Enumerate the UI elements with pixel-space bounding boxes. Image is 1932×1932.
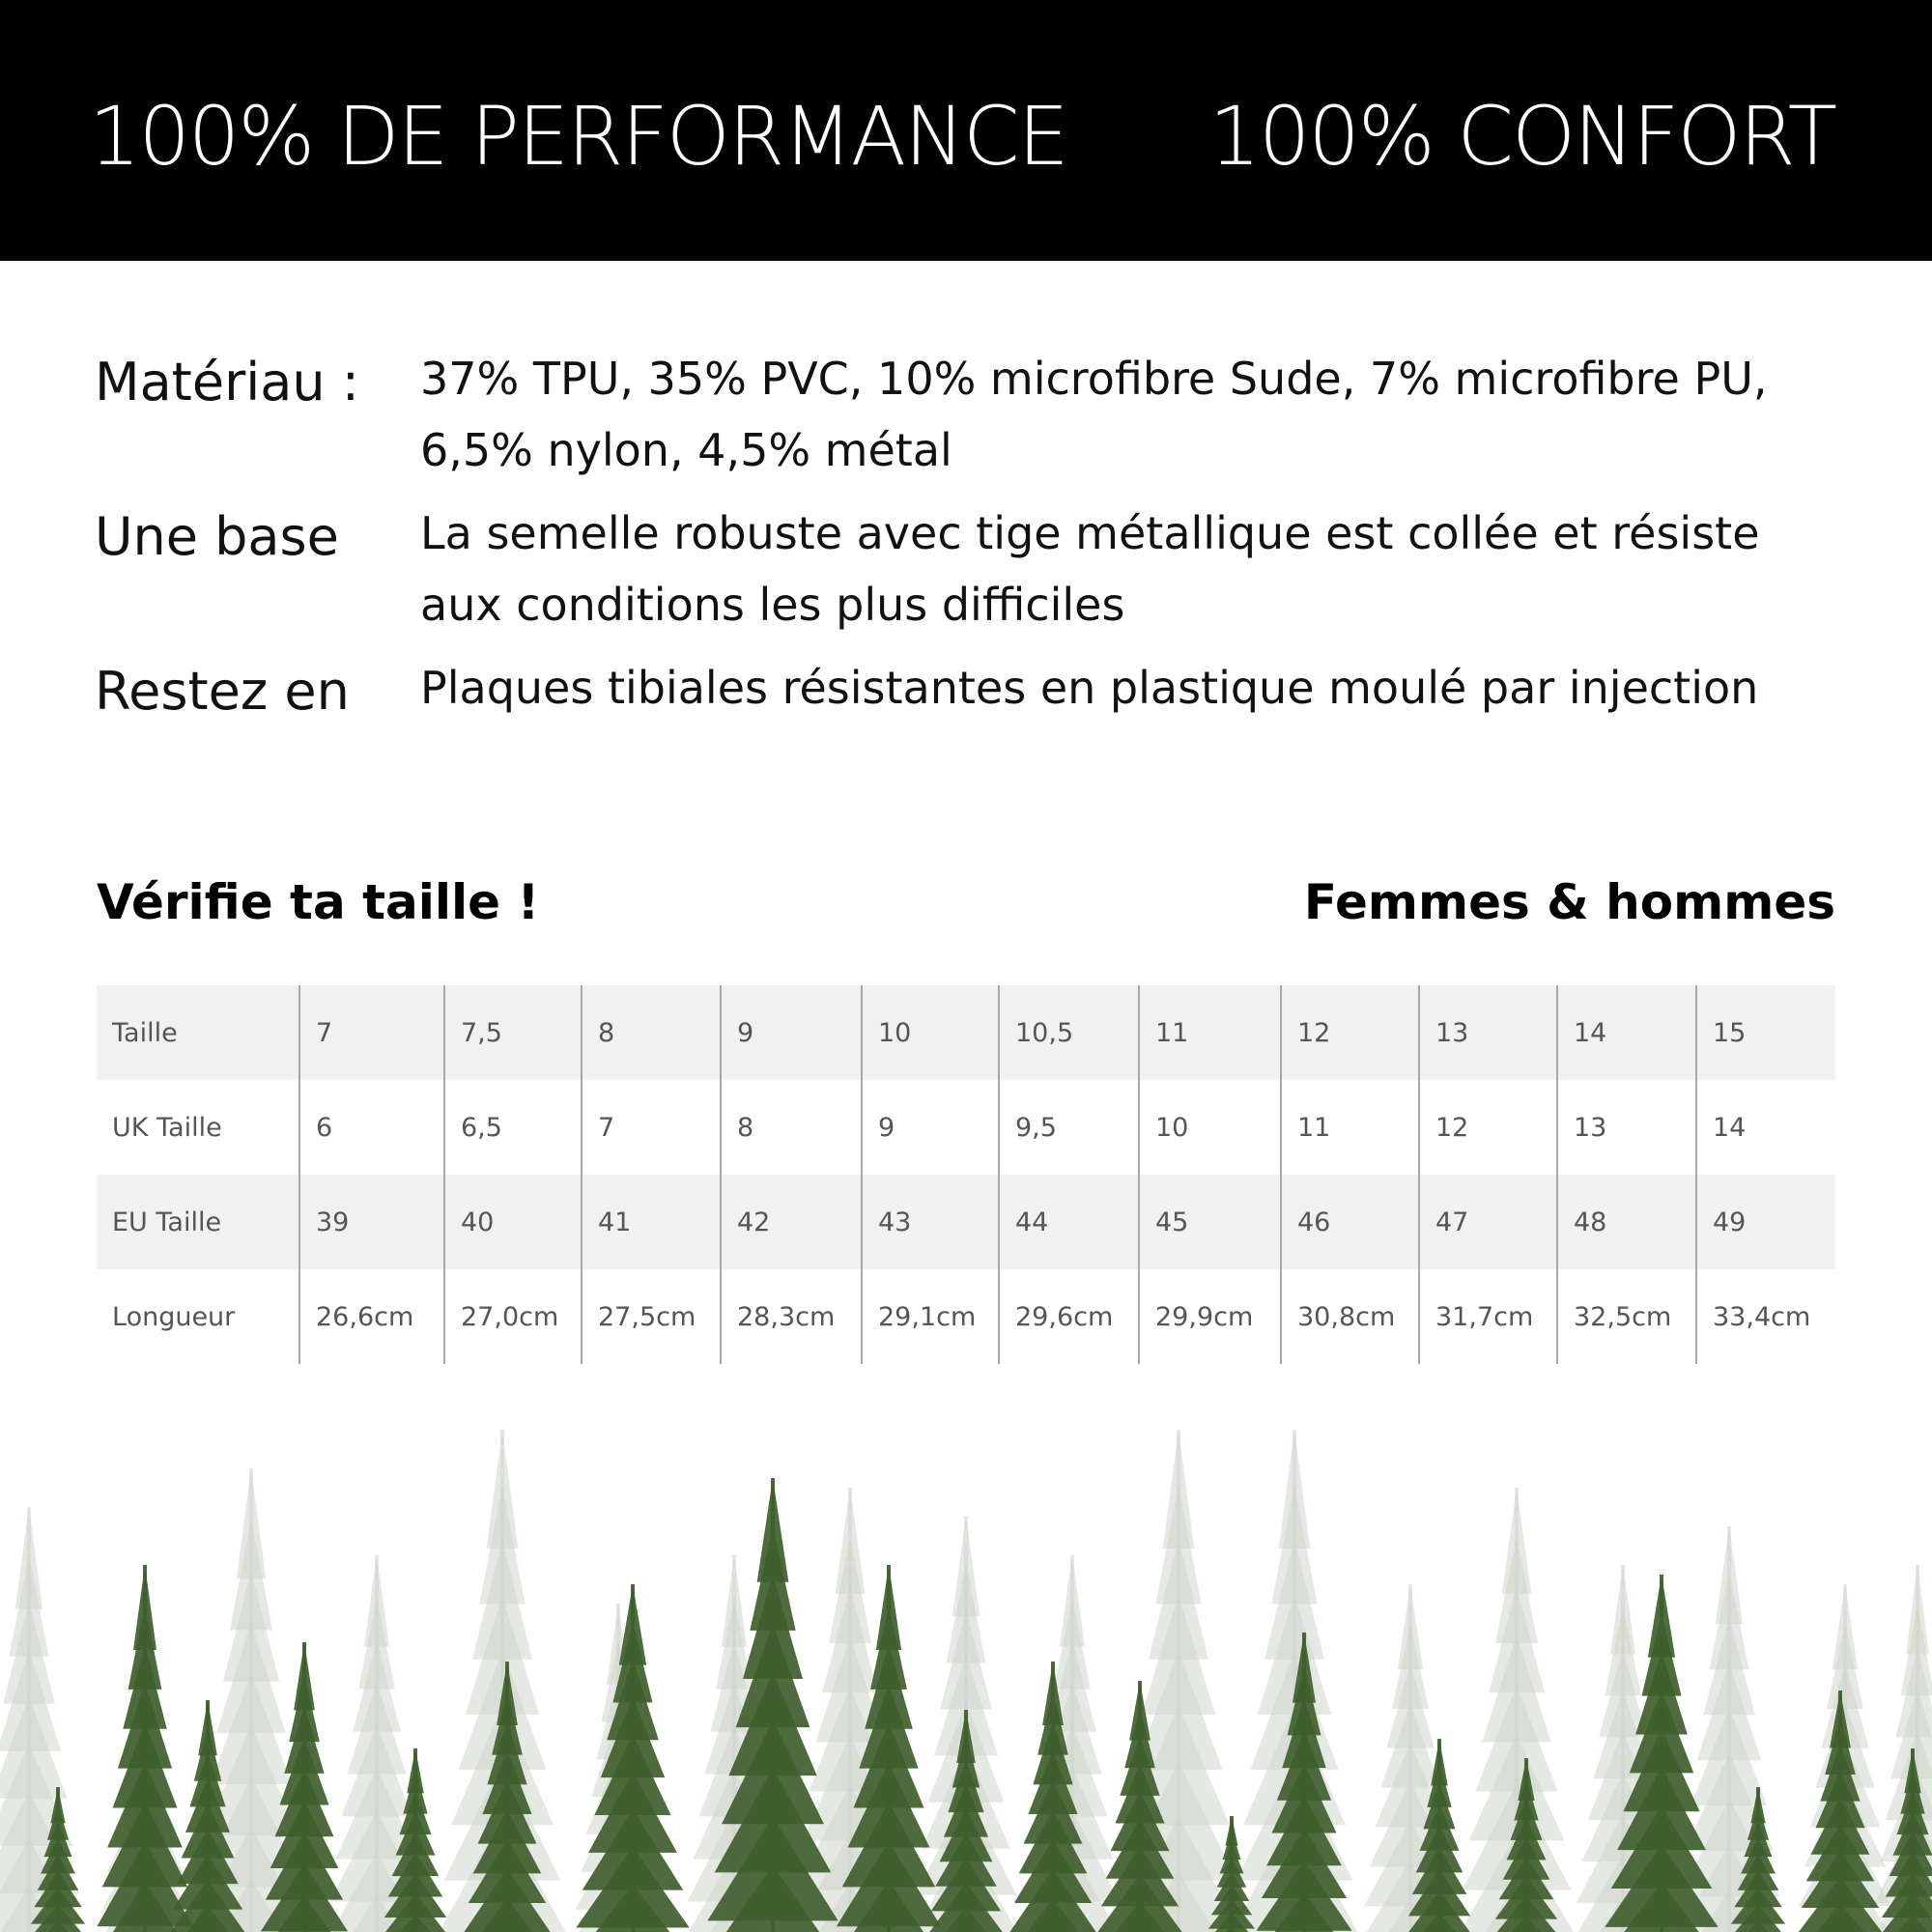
table-row — [97, 1175, 1835, 1269]
table-cell: 33,4cm — [1696, 1269, 1835, 1364]
spec-label: Une base — [95, 506, 339, 567]
table-cell: 32,5cm — [1557, 1269, 1696, 1364]
row-header-cell: EU Taille — [97, 1175, 299, 1269]
spec-label: Restez en — [95, 661, 350, 722]
header-banner — [0, 0, 1932, 261]
pine-forest-illustration — [0, 1372, 1932, 1932]
table-cell: 29,6cm — [999, 1269, 1139, 1364]
table-cell: 43 — [862, 1175, 999, 1269]
table-cell: 31,7cm — [1419, 1269, 1557, 1364]
table-cell: 44 — [999, 1175, 1139, 1269]
table-cell: 12 — [1419, 1080, 1557, 1175]
row-header-cell: Taille — [97, 985, 299, 1080]
spec-value: La semelle robuste avec tige métallique est collée et résiste aux conditions les plus difficiles — [420, 507, 1760, 631]
table-cell: 7,5 — [444, 985, 582, 1080]
table-row — [97, 1269, 1835, 1364]
table-cell: 14 — [1696, 1080, 1835, 1175]
table-cell: 6,5 — [444, 1080, 582, 1175]
spec-label: Matériau : — [95, 352, 359, 412]
table-cell: 14 — [1557, 985, 1696, 1080]
table-cell: 26,6cm — [299, 1269, 444, 1364]
row-header-cell: Longueur — [112, 1301, 236, 1332]
size-chart-table — [97, 985, 1835, 1364]
table-cell: 6 — [299, 1080, 444, 1175]
table-cell: 13 — [1557, 1080, 1696, 1175]
header-performance-text: 100% DE PERFORMANCE — [89, 89, 1067, 184]
spec-row-material — [95, 343, 1835, 486]
table-cell: 30,8cm — [1281, 1269, 1419, 1364]
table-cell: 10 — [862, 985, 999, 1080]
table-cell: 8 — [721, 1080, 862, 1175]
table-cell: 29,9cm — [1139, 1269, 1281, 1364]
row-header-cell: UK Taille — [112, 1112, 222, 1143]
table-row — [97, 985, 1835, 1080]
table-cell: 47 — [1419, 1175, 1557, 1269]
spec-list — [95, 343, 1835, 739]
size-section-subtitle: Femmes & hommes — [1303, 874, 1835, 930]
table-cell: 49 — [1696, 1175, 1835, 1269]
table-cell: 27,0cm — [444, 1269, 582, 1364]
table-cell: 41 — [582, 1175, 721, 1269]
table-cell: 39 — [299, 1175, 444, 1269]
table-cell: 9,5 — [999, 1080, 1139, 1175]
table-cell: 46 — [1281, 1175, 1419, 1269]
header-comfort-text: 100% CONFORT — [1208, 89, 1835, 184]
table-cell: 10,5 — [999, 985, 1139, 1080]
table-cell: 27,5cm — [582, 1269, 721, 1364]
table-cell: 42 — [721, 1175, 862, 1269]
table-cell: 28,3cm — [721, 1269, 862, 1364]
table-cell: 10 — [1139, 1080, 1281, 1175]
table-cell: 15 — [1696, 985, 1835, 1080]
size-section-title: Vérifie ta taille ! — [97, 874, 540, 930]
table-cell: 11 — [1139, 985, 1281, 1080]
table-cell: 12 — [1281, 985, 1419, 1080]
table-cell: 9 — [862, 1080, 999, 1175]
table-cell: 9 — [721, 985, 862, 1080]
table-cell: 7 — [299, 985, 444, 1080]
table-cell: 7 — [582, 1080, 721, 1175]
spec-row-base — [95, 497, 1835, 640]
spec-row-protection — [95, 652, 1835, 727]
table-cell: 40 — [444, 1175, 582, 1269]
table-cell: 45 — [1139, 1175, 1281, 1269]
spec-value: 37% TPU, 35% PVC, 10% microfibre Sude, 7% microfibre PU, 6,5% nylon, 4,5% métal — [420, 353, 1768, 476]
table-cell: 8 — [582, 985, 721, 1080]
table-row — [97, 1080, 1835, 1175]
spec-value: Plaques tibiales résistantes en plastique moulé par injection — [420, 662, 1759, 714]
table-cell: 29,1cm — [862, 1269, 999, 1364]
table-cell: 13 — [1419, 985, 1557, 1080]
table-cell: 48 — [1557, 1175, 1696, 1269]
table-cell: 11 — [1281, 1080, 1419, 1175]
